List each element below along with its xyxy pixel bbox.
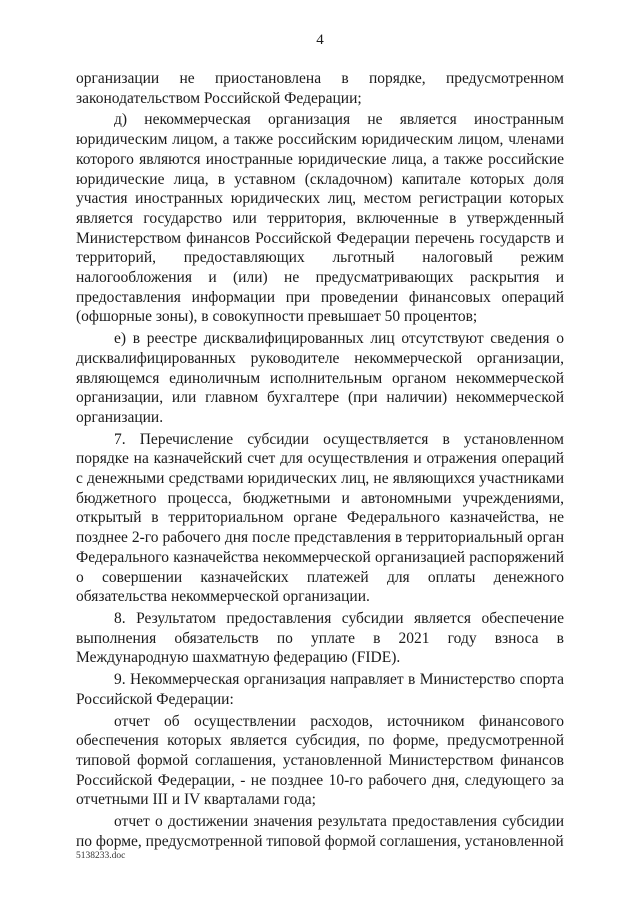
paragraph-continuation: организации не приостановлена в порядке, предусмотренном законодательством Российской Федерации; (76, 70, 564, 107)
page-number: 4 (316, 32, 324, 48)
paragraph-d: д) некоммерческая организация не является иностранным юридическим лицом, а также российским юридическим лицом, членами которого являются иностранные юридические лица, а также российские юридические лица, в уставном (складочном) капитале которых доля участия иностранных юридических лиц, местом регистрации которых является государство или территория, включенные в утвержденный Министерством финансов Российской Федерации перечень государств и территорий, предоставляющих льготный налоговый режим налогообложения и (или) не предусматривающих раскрытия и предоставления информации при проведении финансовых операций (офшорные зоны), в совокупности превышает 50 процентов; (76, 111, 564, 326)
paragraph-9: 9. Некоммерческая организация направляет в Министерство спорта Российской Федерации: (76, 671, 564, 708)
paragraph-9-report-result: отчет о достижении значения результата предоставления субсидии по форме, предусмотренной типовой формой соглашения, установленной (76, 813, 564, 850)
paragraph-7: 7. Перечисление субсидии осуществляется в установленном порядке на казначейский счет для осуществления и отражения операций с денежными средствами юридических лиц, не являющихся участниками бюджетного процесса, бюджетными и автономными учреждениями, открытый в территориальном органе Федерального казначейства, не позднее 2-го рабочего дня после представления в территориальный орган Федерального казначейства некоммерческой организацией распоряжений о совершении казначейских платежей для оплаты денежного обязательства некоммерческой организации. (76, 430, 564, 606)
paragraph-e: е) в реестре дисквалифицированных лиц отсутствуют сведения о дисквалифицированных руководителе некоммерческой организации, являющемся единоличным исполнительным органом некоммерческой организации, или главном бухгалтере (при наличии) некоммерческой организации. (76, 330, 564, 426)
document-body (76, 69, 564, 851)
footer-document-id: 5138233.doc (76, 851, 126, 861)
paragraph-8: 8. Результатом предоставления субсидии является обеспечение выполнения обязательств по уплате в 2021 году взноса в Международную шахматную федерацию (FIDE). (76, 609, 564, 667)
paragraph-9-report-expenses: отчет об осуществлении расходов, источником финансового обеспечения которых является субсидия, по форме, предусмотренной типовой формой соглашения, установленной Министерством финансов Российской Федерации, - не позднее 10-го рабочего дня, следующего за отчетными III и IV кварталами года; (76, 712, 564, 809)
